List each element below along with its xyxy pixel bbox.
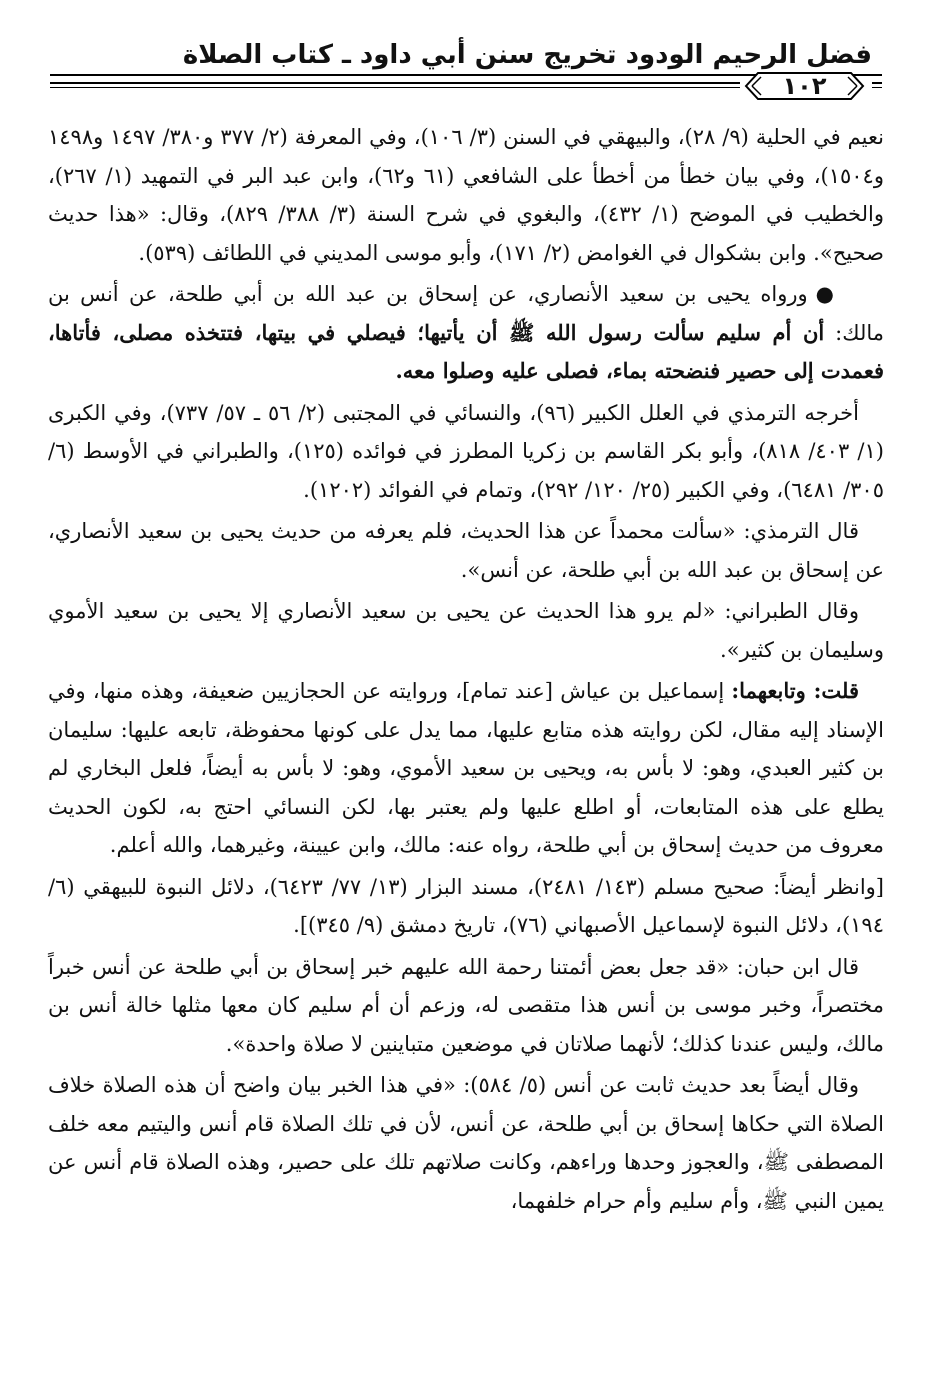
page-body: [48, 118, 884, 1220]
header-double-rule-right: [872, 82, 882, 84]
paragraph-6-text: إسماعيل بن عياش [عند تمام]، وروايته عن الحجازيين ضعيفة، وهذه منها، وفي الإسناد إليه مقال، لكن روايته هذه متابع عليها، مما يدل على كونها محفوظة، تابعه عليها: سليمان بن كثير العبدي، وهو: لا بأس به، ويحيى بن سعيد الأموي، وهو: لا بأس به أيضاً، فلعل البخاري لم يطلع على هذه المتابعات، أو اطلع عليها ولم يعتبر بها، لكن النسائي احتج به، لكون الحديث معروف من حديث إسحاق بن أبي طلحة، رواه عنه: مالك، وابن عيينة، وغيرهما، والله أعلم.: [48, 679, 884, 857]
header-title: فضل الرحيم الودود تخريج سنن أبي داود ـ كتاب الصلاة: [182, 40, 872, 70]
header-double-rule-left: [50, 82, 740, 84]
hadith-text: أن أم سليم سألت رسول الله ﷺ أن يأتيها؛ فيصلي في بيتها، فتتخذه مصلى، فأتاها، فعمدت إلى حصير فنضحته بماء، فصلى عليه وصلوا معه.: [48, 319, 884, 383]
page-number: ١٠٢: [782, 72, 827, 100]
paragraph-5: وقال الطبراني: «لم يرو هذا الحديث عن يحيى بن سعيد الأنصاري إلا يحيى بن سعيد الأموي وسليمان بن كثير».: [48, 599, 884, 662]
paragraph-6: [48, 672, 884, 865]
bullet-marker: ●: [815, 281, 834, 306]
paragraph-8: قال ابن حبان: «قد جعل بعض أئمتنا رحمة الله عليهم خبر إسحاق بن أبي طلحة عن أنس خبراً مختصراً، وخبر موسى بن أنس هذا متقصى له، وزعم أن أم سليم كان معها مثلها خالة أنس بن مالك، وليس عندنا كذلك؛ لأنهما صلاتان في موضعين متباينين لا صلاة واحدة».: [48, 954, 884, 1056]
paragraph-2: [48, 275, 884, 391]
running-header: [50, 40, 882, 110]
header-double-rule-left-thin: [50, 87, 740, 88]
paragraph-2-intro: ورواه يحيى بن سعيد الأنصاري، عن إسحاق بن عبد الله بن أبي طلحة، عن أنس بن مالك:: [48, 282, 884, 345]
header-double-rule-right-thin: [872, 87, 882, 88]
paragraph-7: [وانظر أيضاً: صحيح مسلم (١٤٣/ ٢٤٨١)، مسند البزار (١٣/ ٧٧/ ٦٤٢٣)، دلائل النبوة للبيهقي (٦/ ١٩٤)، دلائل النبوة لإسماعيل الأصبهاني (٧٦)، تاريخ دمشق (٩/ ٣٤٥)].: [48, 874, 884, 937]
paragraph-6-label: قلت: وتابعهما:: [731, 678, 859, 703]
paragraph-4: قال الترمذي: «سألت محمداً عن هذا الحديث، فلم يعرفه من حديث يحيى بن سعيد الأنصاري، عن إسحاق بن عبد الله بن أبي طلحة، عن أنس».: [48, 519, 884, 582]
paragraph-3: أخرجه الترمذي في العلل الكبير (٩٦)، والنسائي في المجتبى (٢/ ٥٦ ـ ٥٧/ ٧٣٧)، وفي الكبرى (١/ ٤٠٣/ ٨١٨)، وأبو بكر القاسم بن زكريا المطرز في فوائده (١٢٥)، والطبراني في الأوسط (٦/ ٣٠٥/ ٦٤٨١)، وفي الكبير (٢٥/ ١٢٠/ ٢٩٢)، وتمام في الفوائد (١٢٠٢).: [48, 400, 884, 502]
paragraph-9: وقال أيضاً بعد حديث ثابت عن أنس (٥/ ٥٨٤): «في هذا الخبر بيان واضح أن هذه الصلاة خلاف الصلاة التي حكاها إسحاق بن أبي طلحة، عن أنس، لأن في تلك الصلاة قام أنس واليتيم معه خلف المصطفى ﷺ، والعجوز وحدها وراءهم، وكانت صلاتهم تلك على حصير، وهذه الصلاة قام أنس عن يمين النبي ﷺ، وأم سليم وأم حرام خلفهما،: [48, 1073, 884, 1213]
page-number-frame: [742, 70, 867, 102]
paragraph-1: نعيم في الحلية (٩/ ٢٨)، والبيهقي في السنن (٣/ ١٠٦)، وفي المعرفة (٢/ ٣٧٧ و٣٨٠/ ١٤٩٧ و١٤٩٨ و١٥٠٤)، وفي بيان خطأ من أخطأ على الشافعي (٦١ و٦٢)، وابن عبد البر في التمهيد (١/ ٢٦٧)، والخطيب في الموضح (١/ ٤٣٢)، والبغوي في شرح السنة (٣/ ٣٨٨/ ٨٢٩)، وقال: «هذا حديث صحيح». وابن بشكوال في الغوامض (٢/ ١٧١)، وأبو موسى المديني في اللطائف (٥٣٩).: [48, 125, 884, 265]
